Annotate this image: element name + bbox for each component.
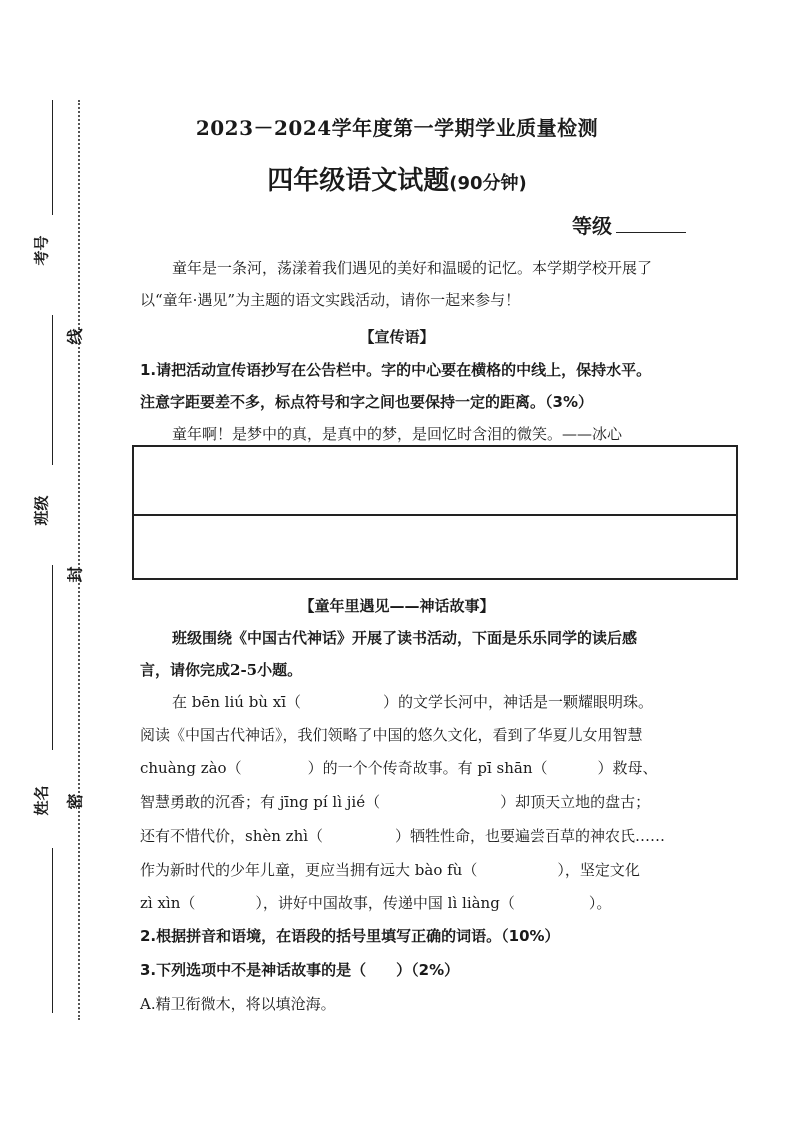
section2-intro-line-2: 言，请你完成2-5小题。 — [140, 661, 303, 679]
passage-line-1 — [172, 692, 653, 712]
exam-no-label: 考号 — [32, 235, 51, 266]
passage-text: chuàng zào（ — [140, 759, 242, 777]
class-label: 班级 — [32, 495, 51, 526]
name-line-upper — [52, 565, 53, 750]
passage-text: 作为新时代的少年儿童，更应当拥有远大 bào fù（ — [140, 861, 478, 879]
passage-line-7 — [140, 893, 611, 913]
passage-text: ）牺牲性命，也要遍尝百草的神农氏…… — [395, 827, 666, 845]
writing-box-divider — [134, 514, 736, 516]
passage-line-6 — [140, 860, 640, 880]
name-line-lower — [52, 848, 53, 1013]
slogan-quote: 童年啊！是梦中的真，是真中的梦，是回忆时含泪的微笑。——冰心 — [172, 425, 623, 443]
intro-line-2: 以“童年·遇见”为主题的语文实践活动，请你一起来参与！ — [140, 291, 521, 309]
passage-line-4 — [140, 792, 650, 812]
exam-title: 2023－2024学年度第一学期学业质量检测 — [195, 116, 599, 140]
question-1-line-1: 1.请把活动宣传语抄写在公告栏中。字的中心要在横格的中线上，保持水平。 — [140, 361, 652, 379]
exam-subtitle — [0, 160, 794, 197]
name-label: 姓名 — [32, 785, 51, 816]
passage-line-2: 阅读《中国古代神话》，我们领略了中国的悠久文化，看到了华夏儿女用智慧 — [140, 726, 643, 744]
passage-line-5 — [140, 826, 665, 846]
seal-line-char: 线 — [65, 328, 85, 345]
passage-text: zì xìn（ — [140, 894, 196, 912]
passage-text: ）却顶天立地的盘古； — [500, 793, 651, 811]
passage-text: ）的一个个传奇故事。有 pī shān（ — [307, 759, 548, 777]
grade-label: 等级 — [572, 214, 612, 238]
passage-line-3 — [140, 758, 658, 778]
duration: (90分钟) — [449, 173, 527, 194]
passage-text: ）。 — [588, 894, 612, 912]
section2-intro-line-1: 班级围绕《中国古代神话》开展了读书活动，下面是乐乐同学的读后感 — [172, 629, 638, 647]
question-3: 3.下列选项中不是神话故事的是（ ）（2%） — [140, 961, 460, 979]
binding-dotted-line — [78, 100, 80, 1020]
seal-dense-char: 密 — [65, 793, 85, 810]
passage-text: ），讲好中国故事，传递中国 lì liàng（ — [255, 894, 515, 912]
passage-text: ）的文学长河中，神话是一颗耀眼明珠。 — [383, 693, 654, 711]
question-1-line-2: 注意字距要差不多，标点符号和字之间也要保持一定的距离。（3%） — [140, 393, 593, 411]
passage-text: ）救母、 — [597, 759, 658, 777]
section-heading-myth: 【童年里遇见——神话故事】 — [299, 597, 495, 615]
question-2: 2.根据拼音和语境，在语段的括号里填写正确的词语。（10%） — [140, 927, 560, 945]
passage-text: 在 bēn liú bù xī（ — [172, 693, 301, 711]
subject-title: 四年级语文试题 — [267, 166, 450, 196]
writing-box[interactable] — [132, 445, 738, 580]
question-3-option-a[interactable]: A.精卫衔微木，将以填沧海。 — [140, 995, 336, 1013]
passage-text: 还有不惜代价，shèn zhì（ — [140, 827, 324, 845]
section-heading-slogan: 【宣传语】 — [359, 328, 435, 346]
passage-text: 智慧勇敢的沉香；有 jīng pí lì jié（ — [140, 793, 381, 811]
intro-line-1: 童年是一条河，荡漾着我们遇见的美好和温暖的记忆。本学期学校开展了 — [172, 259, 653, 277]
grade-blank[interactable] — [616, 232, 686, 233]
passage-text: ），坚定文化 — [557, 861, 640, 879]
seal-seal-char: 封 — [65, 566, 85, 583]
